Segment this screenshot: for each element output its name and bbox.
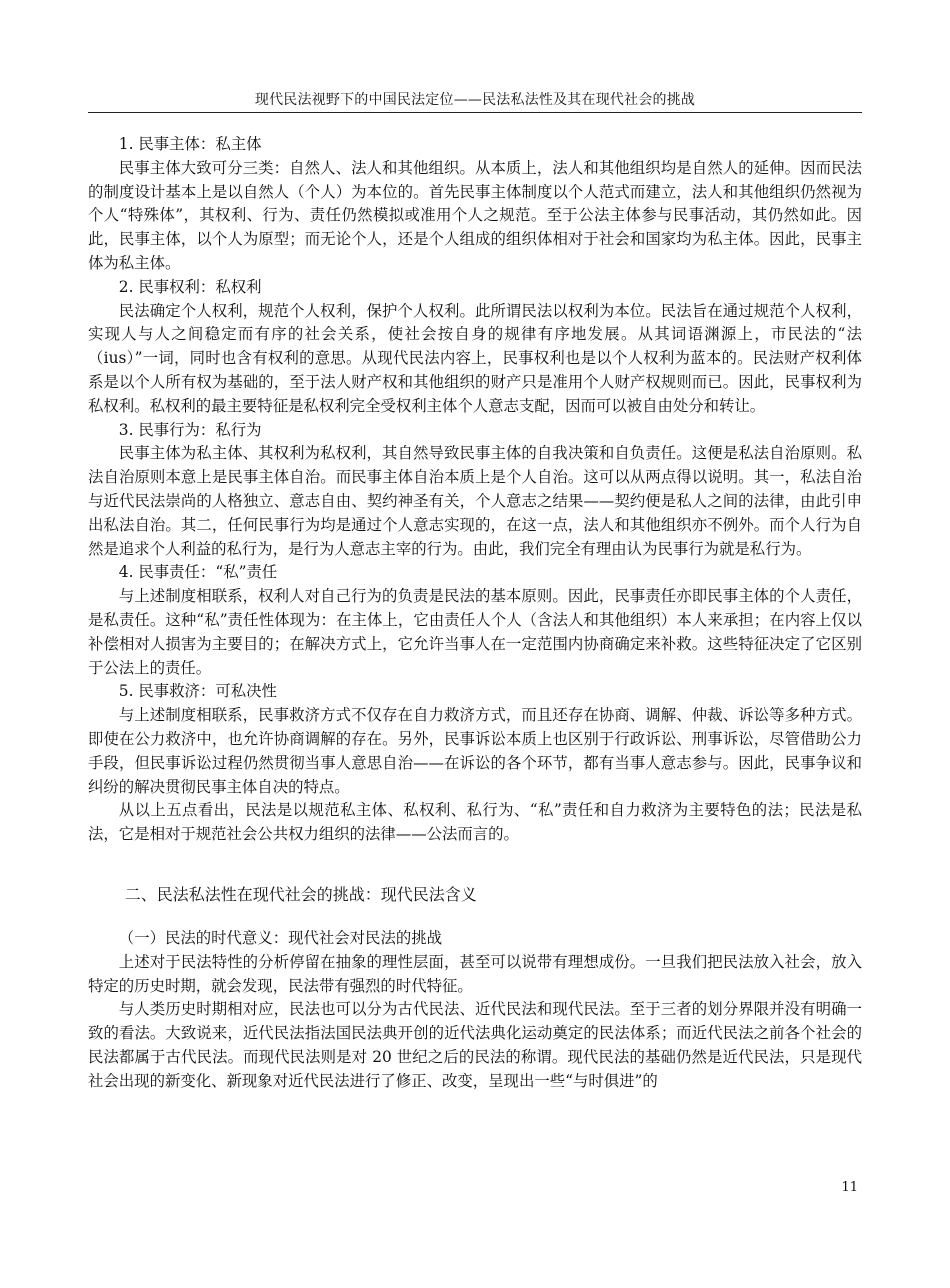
- item-heading-4: 4. 民事责任：“私”责任: [118, 563, 278, 582]
- section-paragraph-1: 上述对于民法特性的分析停留在抽象的理性层面，甚至可以说带有理想成份。一旦我们把民法放入社会，放入特定的历史时期，就会发现，民法带有强烈的时代特征。: [88, 952, 862, 995]
- item-paragraph-5: 与上述制度相联系，民事救济方式不仅存在自力救济方式，而且还存在协商、调解、仲裁、诉讼等多种方式。即使在公力救济中，也允许协商调解的存在。另外，民事诉讼本质上也区别于行政诉讼、刑事诉讼，尽管借助公力手段，但民事诉讼过程仍然贯彻当事人意思自治——在诉讼的各个环节，都有当事人意志参与。因此，民事争议和纠纷的解决贯彻民事主体自决的特点。: [88, 706, 862, 796]
- header-rule: [88, 112, 862, 113]
- item-heading-2: 2. 民事权利：私权利: [118, 277, 262, 296]
- item-heading-1: 1. 民事主体：私主体: [118, 135, 262, 153]
- section-heading: 二、民法私法性在现代社会的挑战：现代民法含义: [124, 884, 477, 904]
- item-paragraph-3: 民事主体为私主体、其权利为私权利，其自然导致民事主体的自我决策和自负责任。这便是私法自治原则。私法自治原则本意上是民事主体自治。而民事主体自治本质上是个人自治。这可以从两点得以说明。其一，私法自治与近代民法崇尚的人格独立、意志自由、契约神圣有关，个人意志之结果——契约便是私人之间的法律，由此引申出私法自治。其二，任何民事行为均是通过个人意志实现的，在这一点，法人和其他组织亦不例外。而个人行为自然是追求个人利益的私行为，是行为人意志主宰的行为。由此，我们完全有理由认为民事行为就是私行为。: [88, 444, 862, 558]
- item-paragraph-1: 民事主体大致可分三类：自然人、法人和其他组织。从本质上，法人和其他组织均是自然人的延伸。因而民法的制度设计基本上是以自然人（个人）为本位的。首先民事主体制度以个人范式而建立，法人和其他组织仍然视为个人“特殊体”，其权利、行为、责任仍然模拟或准用个人之规范。至于公法主体参与民事活动，其仍然如此。因此，民事主体，以个人为原型；而无论个人，还是个人组成的组织体相对于社会和国家均为私主体。因此，民事主体为私主体。: [88, 158, 862, 272]
- body-text: [88, 133, 862, 1093]
- item-paragraph-4: 与上述制度相联系，权利人对自己行为的负责是民法的基本原则。因此，民事责任亦即民事主体的个人责任，是私责任。这种“私”责任性体现为：在主体上，它由责任人个人（含法人和其他组织）本人来承担；在内容上仅以补偿相对人损害为主要目的；在解决方式上，它允许当事人在一定范围内协商确定来补救。这些特征决定了它区别于公法上的责任。: [88, 587, 862, 677]
- page-number: 11: [841, 1180, 858, 1195]
- subsection-heading: （一）民法的时代意义：现代社会对民法的挑战: [118, 928, 443, 947]
- section-paragraph-2: 与人类历史时期相对应，民法也可以分为古代民法、近代民法和现代民法。至于三者的划分界限并没有明确一致的看法。大致说来，近代民法指法国民法典开创的近代法典化运动奠定的民法体系；而近代民法之前各个社会的民法都属于古代民法。而现代民法则是对 20 世纪之后的民法的称谓。现代民法的基础仍然是近代民法，只是现代社会出现的新变化、新现象对近代民法进行了修正、改变，呈现出一些“与时俱进”的: [88, 1000, 862, 1090]
- item-paragraph-2: 民法确定个人权利，规范个人权利，保护个人权利。此所谓民法以权利为本位。民法旨在通过规范个人权利，实现人与人之间稳定而有序的社会关系，使社会按自身的规律有序地发展。从其词语渊源上，市民法的“法（ius）”一词，同时也含有权利的意思。从现代民法内容上，民事权利也是以个人权利为蓝本的。民法财产权利体系是以个人所有权为基础的，至于法人财产权和其他组织的财产只是准用个人财产权规则而已。因此，民事权利为私权利。私权利的最主要特征是私权利完全受权利主体个人意志支配，因而可以被自由处分和转让。: [88, 301, 862, 415]
- item-heading-5: 5. 民事救济：可私决性: [118, 682, 277, 701]
- conclusion-paragraph: 从以上五点看出，民法是以规范私主体、私权利、私行为、“私”责任和自力救济为主要特色的法；民法是私法，它是相对于规范社会公共权力组织的法律——公法而言的。: [88, 801, 862, 844]
- running-header: 现代民法视野下的中国民法定位——民法私法性及其在现代社会的挑战: [254, 92, 696, 108]
- item-heading-3: 3. 民事行为：私行为: [118, 420, 262, 439]
